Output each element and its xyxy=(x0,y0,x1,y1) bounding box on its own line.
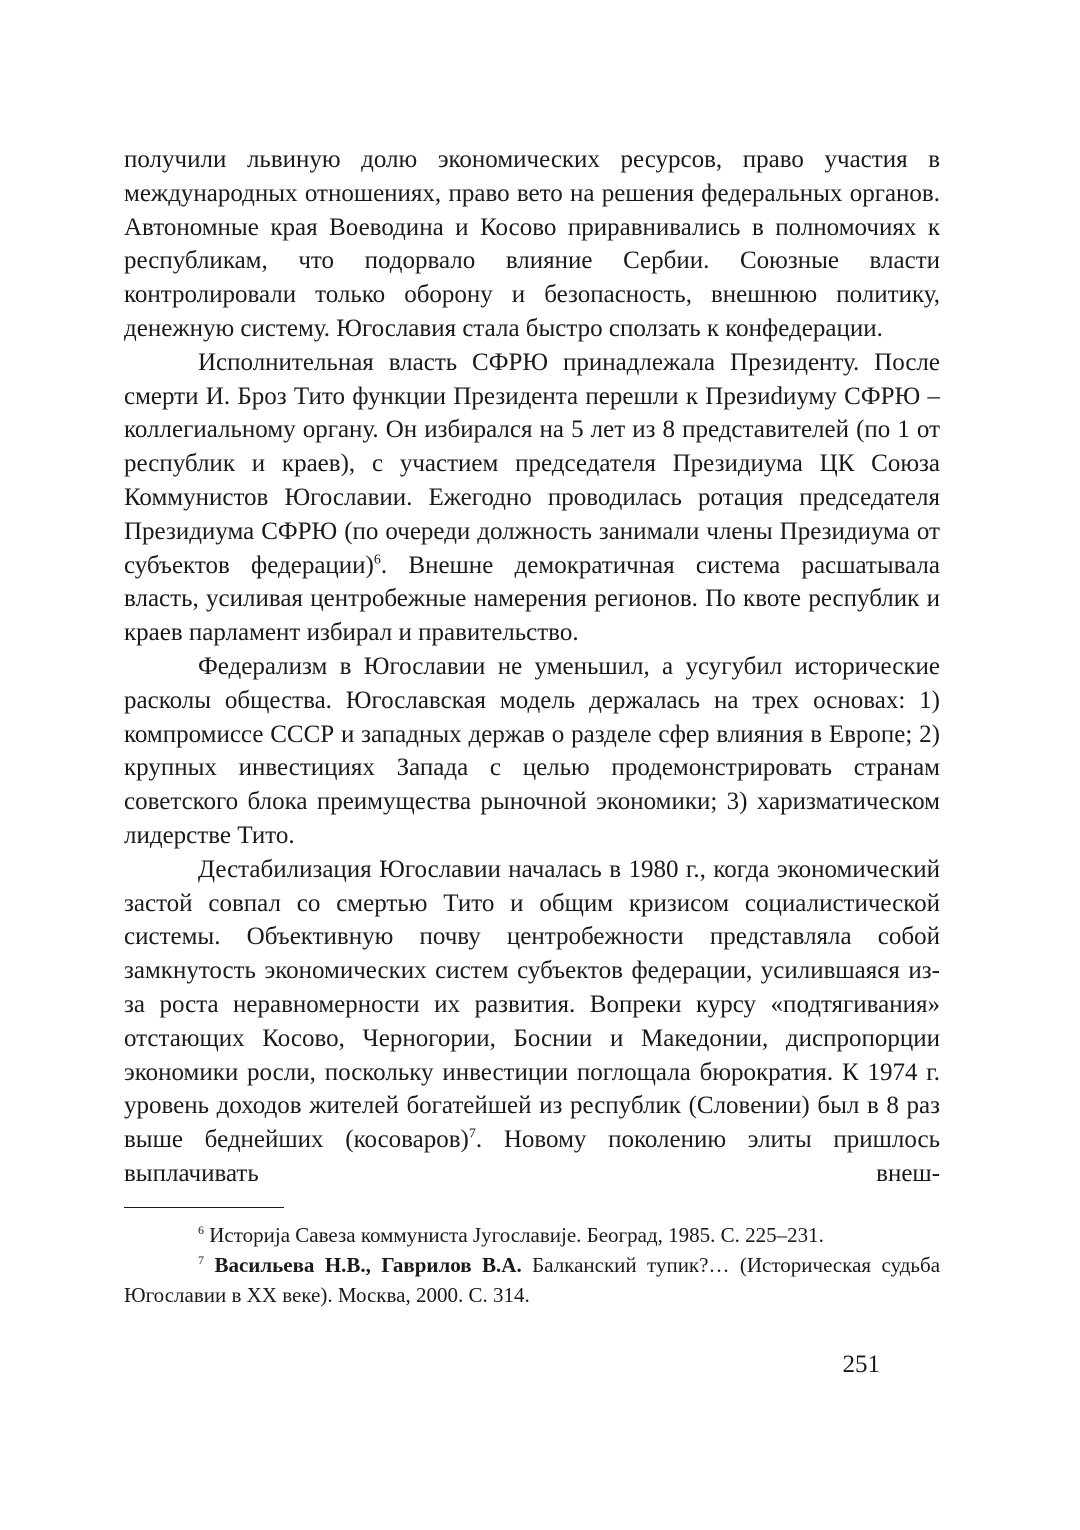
paragraph-2-part-a: Исполнительная власть СФРЮ принадлежала Президенту. После смерти И. Броз Тито функции Президента перешли к Презиdиуму СФРЮ – коллегиальному органу. Он избирался на 5 лет из 8 представителей (по 1 от республик и краев), с участием председателя Президиума ЦК Союза Коммунистов Югославии. Ежегодно проводилась ротация председателя Президиума СФРЮ (по очереди должность занимали члены Президиума от субъектов федерации) xyxy=(124,348,940,579)
footnote-7-text: Балканский тупик?… (Историческая судьба Югославии в XX веке). Москва, 2000. С. 314. xyxy=(124,1252,941,1307)
paragraph-4-part-b: . Новому поколению элиты пришлось выплачивать внеш- xyxy=(124,1126,940,1187)
footnote-6 xyxy=(124,1220,940,1250)
paragraph-4 xyxy=(124,853,940,1191)
paragraph-1: получили львиную долю экономических ресурсов, право участия в международных отношениях, право вето на решения федеральных органов. Автономные края Воеводина и Косово приравнивались в полномочиях к республикам, что подорвало влияние Сербии. Союзные власти контролировали только оборону и безопасность, внешнюю политику, денежную систему. Югославия стала быстро сползать к конфедерации. xyxy=(124,146,940,342)
footnote-ref-7[interactable]: 7 xyxy=(468,1126,476,1142)
footnote-divider xyxy=(124,1207,284,1208)
paragraph-4-part-a: Дестабилизация Югославии началась в 1980 г., когда экономический застой совпал со смертью Тито и общим кризисом социалистической системы. Объективную почву центробежности представляла собой замкнутость экономических систем субъектов федерации, усилившаяся из-за роста неравномерности их развития. Вопреки курсу «подтягивания» отстающих Косово, Черногории, Боснии и Македонии, диспропорции экономики росли, поскольку инвестиции поглощала бюрократия. К 1974 г. уровень доходов жителей богатейшей из республик (Словении) был в 8 раз выше беднейших (косоваров) xyxy=(124,855,940,1154)
footnote-6-number: 6 xyxy=(198,1222,204,1237)
footnote-7-authors: Васильева Н.В., Гаврилов В.А. xyxy=(214,1252,522,1277)
paragraph-2 xyxy=(124,346,940,650)
footnote-7 xyxy=(124,1250,940,1310)
footnotes xyxy=(124,1220,940,1310)
paragraph-3: Федерализм в Югославии не уменьшил, а усугубил исторические расколы общества. Югославская модель держалась на трех основах: 1) компромиссе СССР и западных держав о разделе сфер влияния в Европе; 2) крупных инвестициях Запада с целью продемонстрировать странам советского блока преимущества рыночной экономики; 3) харизматическом лидерстве Тито. xyxy=(124,652,940,849)
page-number: 251 xyxy=(842,1351,880,1378)
body-text xyxy=(124,143,940,1191)
footnote-6-text: Историја Савеза коммуниста Југославије. Београд, 1985. С. 225–231. xyxy=(209,1222,824,1247)
footnote-ref-6[interactable]: 6 xyxy=(373,552,381,568)
paragraph-2-part-b: . Внешне демократичная система расшатывала власть, усиливая центробежные намерения регионов. По квоте республик и краев парламент избирал и правительство. xyxy=(124,551,940,647)
footnote-7-number: 7 xyxy=(198,1252,204,1267)
page-content xyxy=(124,143,940,1310)
